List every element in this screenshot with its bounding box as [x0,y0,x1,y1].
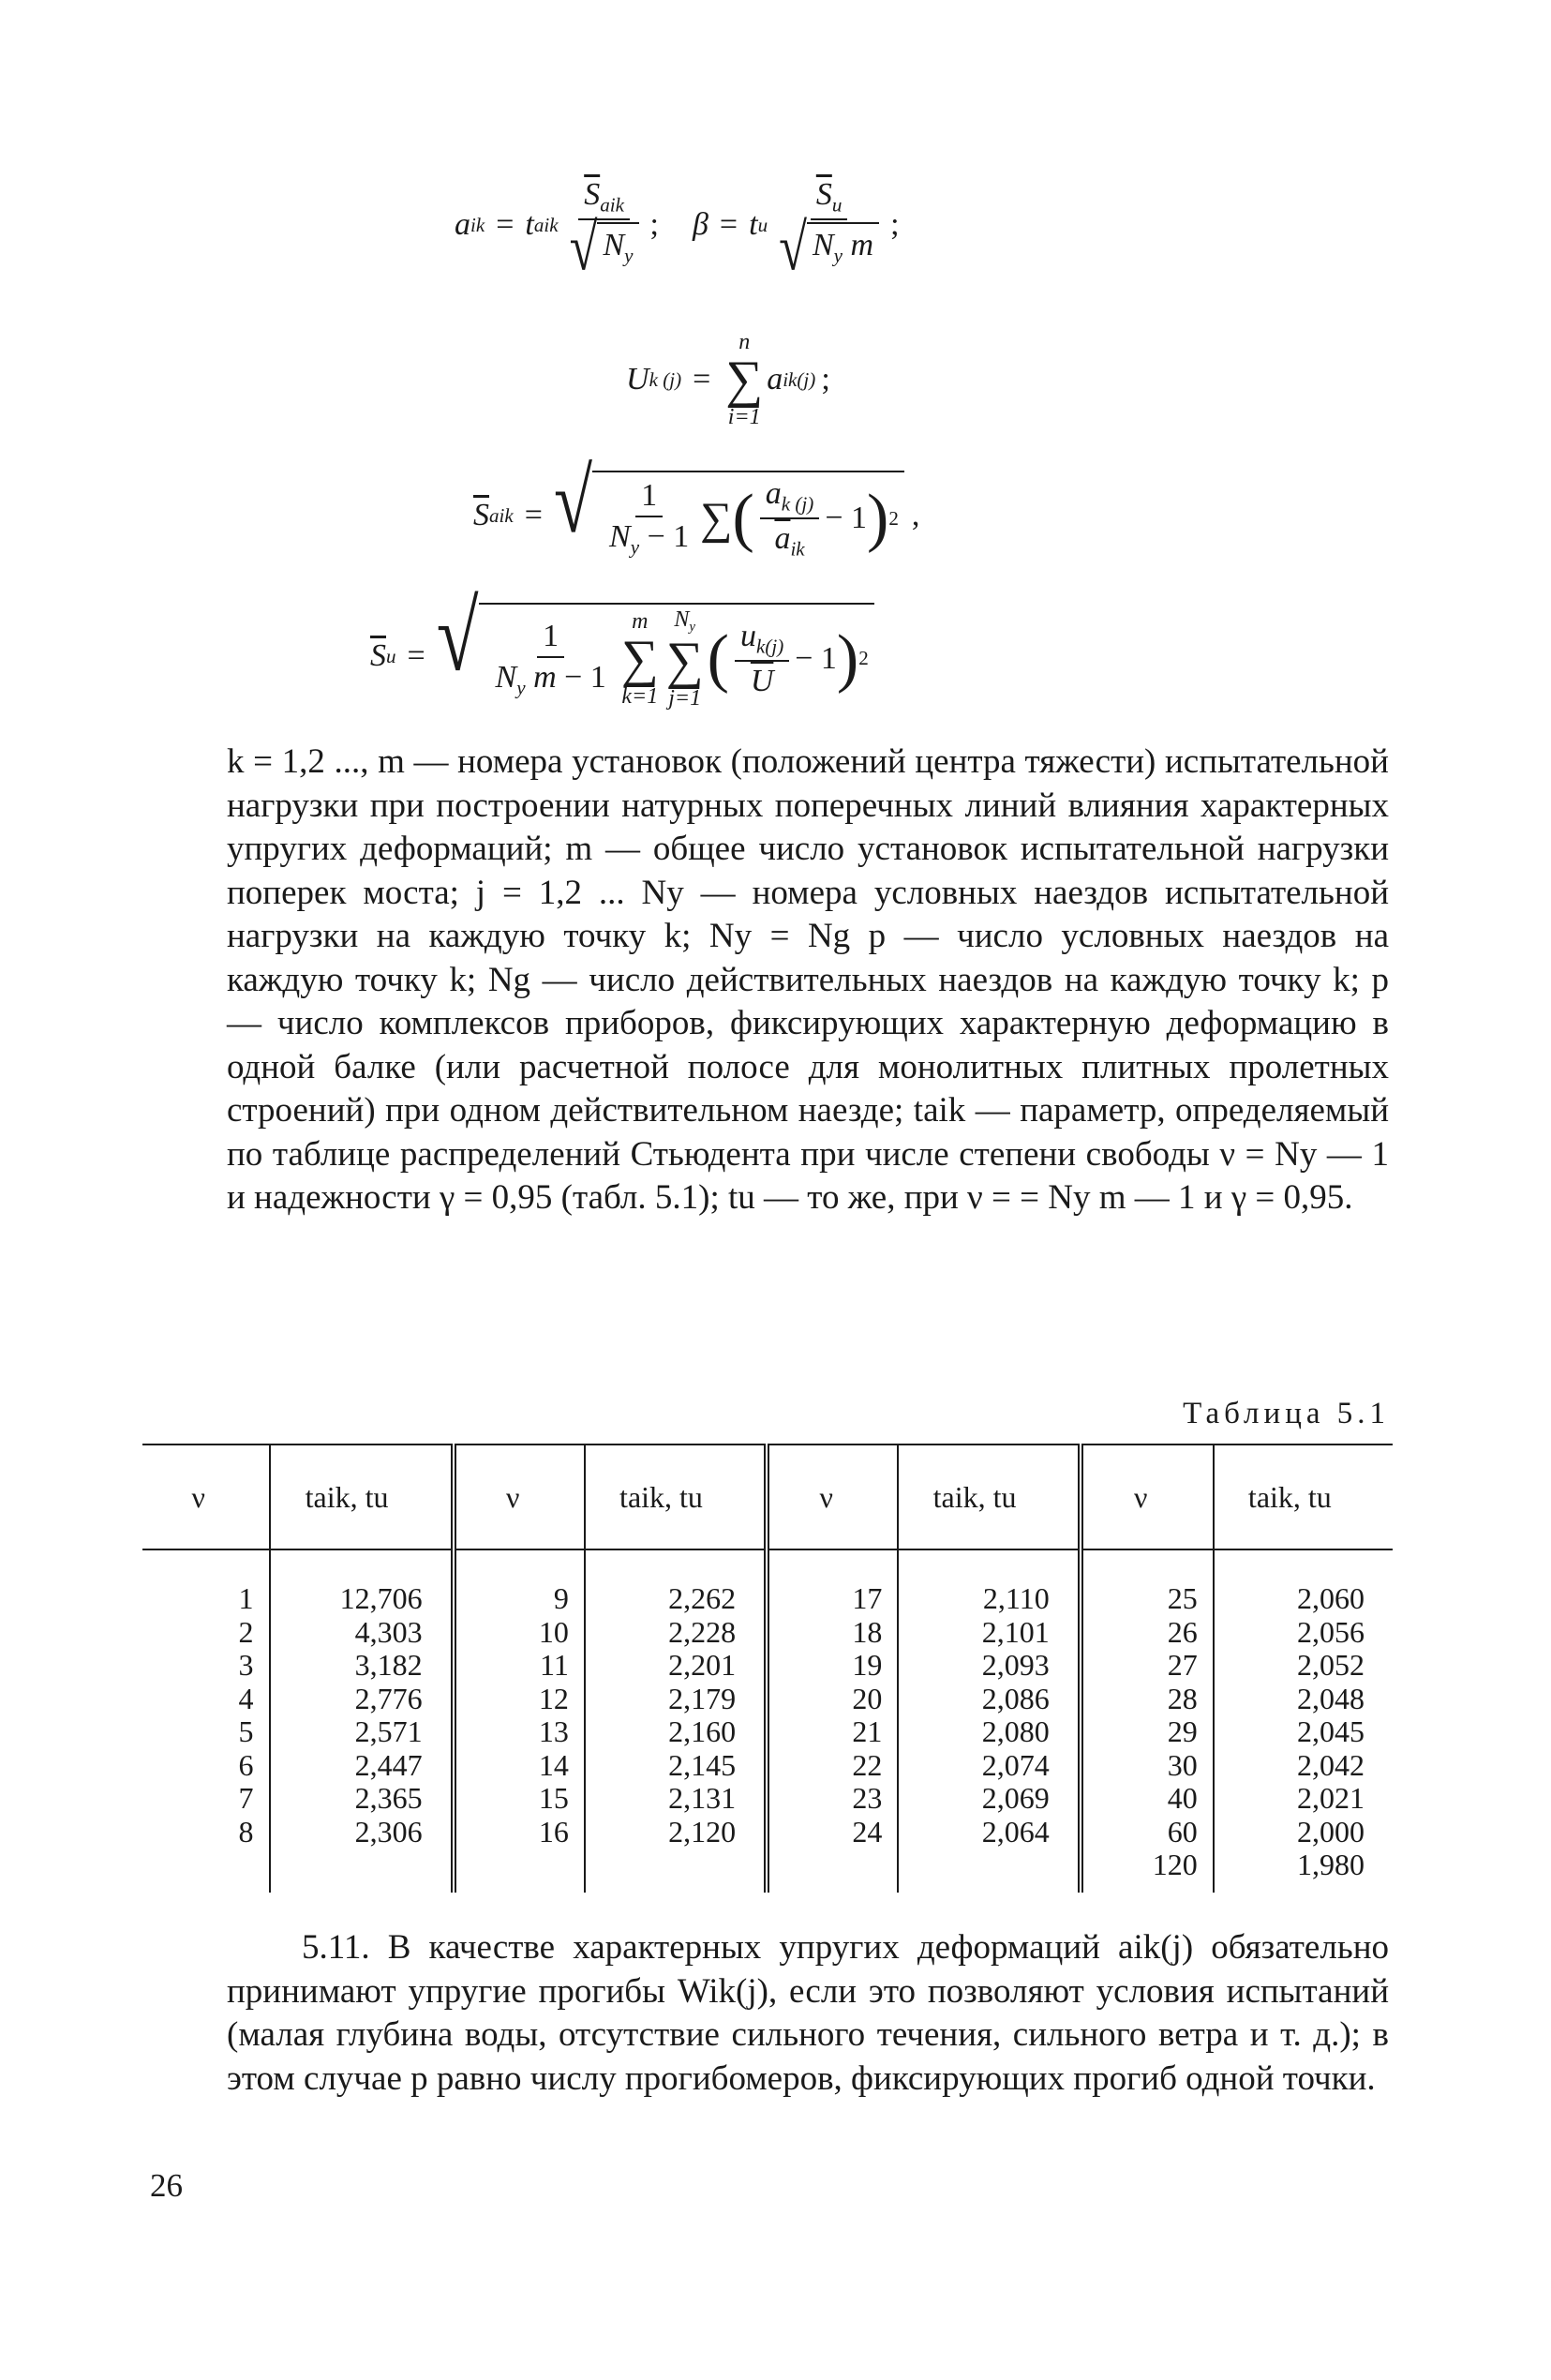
header-t-3: taik, tu [898,1444,1080,1549]
table-cell: 3 [238,1648,254,1682]
u-den: U [750,664,774,699]
table-cell: 2,086 [981,1681,1050,1715]
table-cell: 2 [238,1614,254,1649]
u-num: u [739,618,756,653]
sum-bottom: i=1 [727,405,761,429]
formula-s-u: $\overline{S}$ u = √ $\frac{1}{N_y m - 1}$ m ∑ k=1 $N_y$ ∑ j=1 ( $\frac{u_{k(j)}}{U}$ − 1 ) 2 [370,591,874,722]
symbol-t2: t [749,207,758,242]
table-cell: 2,048 [1297,1681,1365,1715]
formula-a-beta: a ik = t aik $\overline{S}_{aik}$ √ $N_y$ ; β = t u $\overline{S}_u$ √ $N_y$ m ; [455,176,900,284]
table-header-row [142,1444,1393,1549]
table-cell: 2,101 [981,1614,1050,1649]
sum-j [666,608,704,710]
table-cell: 2,571 [354,1714,423,1748]
sum-symbol: ∑ [725,351,764,409]
table-cell: 40 [1167,1781,1198,1815]
table-cell: 2,201 [668,1648,737,1682]
s-u: $\overline{S}$ [815,176,832,212]
ny-4-sub: y [516,676,526,699]
table-cell: 22 [852,1747,883,1782]
table-cell: 15 [538,1781,569,1815]
sum-k-symbol: ∑ [620,629,659,688]
table-cell: 5 [238,1714,254,1748]
a-num: a [765,475,782,511]
sub-tu: u [757,213,768,236]
m: m [850,227,874,262]
table-cell: 2,052 [1297,1648,1365,1682]
minus-one-3: − 1 [825,501,867,535]
t-column-4 [1214,1549,1393,1893]
t-column-3 [898,1549,1080,1893]
table-cell: 19 [852,1648,883,1682]
n-y-sub: y [624,244,634,267]
header-t-1: taik, tu [270,1444,454,1549]
table-cell: 11 [540,1648,569,1682]
minus-1-4: − 1 [556,659,606,695]
table-cell: 28 [1167,1681,1198,1715]
table-cell: 2,306 [354,1814,423,1849]
table-cell: 2,042 [1297,1747,1365,1782]
symbol-s-u: $\overline{S}$ [370,638,386,673]
table-cell: 2,179 [668,1681,737,1715]
header-nu-3: ν [767,1444,898,1549]
fraction-u-over-u [735,619,789,699]
table-cell: 12 [538,1681,569,1715]
section-5-11-text: 5.11. В качестве характерных упругих деформаций aik(j) обязательно принимают упругие прогибы Wik(j), если это позволяют условия испытаний (малая глубина воды, отсутствие сильного течения, сильного ветра и т. д.); в этом случае p равно числу прогибомеров, фиксирующих прогиб одной точки. [227,1928,1389,2098]
table-caption: Таблица 5.1 [1183,1397,1390,1430]
n-y-2-sub: y [833,244,843,267]
n-y: N [603,227,625,262]
table-cell: 2,120 [668,1814,737,1849]
equals: = [496,207,515,242]
table-cell: 2,110 [982,1581,1050,1615]
table-cell: 12,706 [339,1581,423,1615]
u-sub: k (j) [649,367,682,391]
table-cell: 26 [1167,1614,1198,1649]
t-column-2 [585,1549,767,1893]
table-cell: 2,262 [668,1581,737,1615]
equals-3: = [524,498,543,532]
formula-s-aik: $\overline{S}$ aik = √ $\frac{1}{N_y - 1}$ ∑ ( $\frac{a_{k (j)}}{\overline{a}_{ik}}$ − 1 ) 2 , [473,450,920,561]
end-3: , [911,498,920,532]
sub-ik: ik [470,213,485,236]
sum-j-top-sub: y [689,620,695,636]
table-cell: 10 [538,1614,569,1649]
s-aik: $\overline{S}$ [584,176,601,212]
table-cell: 27 [1167,1648,1198,1682]
one: 1 [635,478,663,517]
section-5-11-paragraph [227,1926,1389,2101]
s-u-sub-4: u [386,644,396,667]
table-cell: 9 [553,1581,569,1615]
table-cell: 21 [852,1714,883,1748]
table-cell: 8 [238,1814,254,1849]
definitions-paragraph [227,741,1389,1220]
table-cell: 16 [538,1814,569,1849]
one-4: 1 [537,619,564,658]
table-cell: 17 [852,1581,883,1615]
table-cell: 2,160 [668,1714,737,1748]
table-cell: 2,021 [1297,1781,1365,1815]
minus-one-4: − 1 [795,640,837,676]
a-den-sub: ik [790,537,805,561]
table-cell: 4,303 [354,1614,423,1649]
header-nu-1: ν [142,1444,270,1549]
table-cell: 30 [1167,1747,1198,1782]
table-cell: 2,045 [1297,1714,1365,1748]
a-den: $\overline{a}$ [774,521,791,556]
table-cell: 18 [852,1614,883,1649]
fraction-1-over-nym [490,619,612,699]
sum-symbol-3: ∑ [700,493,733,544]
sum-j-symbol: ∑ [665,632,704,691]
symbol-u: U [626,362,649,397]
s-sub: aik [489,503,514,527]
sum-top: n [738,330,751,354]
header-t-4: taik, tu [1214,1444,1393,1549]
nu-column-4 [1081,1549,1214,1893]
s-u-sub: u [831,192,843,216]
fraction-1-over-ny [604,478,694,559]
table-cell: 2,365 [354,1781,423,1815]
page-number: 26 [150,2167,183,2204]
fraction-a-over-a [760,476,820,561]
table-cell: 1 [238,1581,254,1615]
sub-taik: aik [533,213,559,236]
power-4: 2 [858,647,869,670]
table-cell: 2,069 [981,1781,1050,1815]
table-cell: 2,064 [981,1814,1050,1849]
t-column-1 [270,1549,454,1893]
sum-k-top: m [632,608,649,634]
definitions-text: k = 1,2 ..., m — номера установок (положений центра тяжести) испытательной нагрузки при построении натурных поперечных линий влияния характерных упругих деформаций; m — общее число установок испытательной нагрузки поперек моста; j = 1,2 ... Nу — номера условных наездов испытательной нагрузки на каждую точку k; Nу = Ng p — число условных наездов на каждую точку k; Ng — число действительных наездов на каждую точку k; p — число комплексов приборов, фиксирующих характерную деформацию в одной балке (или расчетной полосе для монолитных плитных пролетных строений) при одном действительном наезде; taik — параметр, определяемый по таблице распределений Стьюдента при числе степени свободы ν = Nу — 1 и надежности γ = 0,95 (табл. 5.1); tu — то же, при ν = = Nу m — 1 и γ = 0,95. [227,742,1389,1217]
table-cell: 2,228 [668,1614,737,1649]
sum-j-bottom: j=1 [668,686,702,711]
table-cell: 2,080 [981,1714,1050,1748]
table-cell: 2,074 [981,1747,1050,1782]
symbol-a-2: a [767,362,783,397]
table-cell: 20 [852,1681,883,1715]
table-cell: 2,056 [1297,1614,1365,1649]
nu-column-1 [142,1549,270,1893]
a-sub-2: ik(j) [783,367,816,391]
table-cell: 25 [1167,1581,1198,1615]
table-cell: 14 [538,1747,569,1782]
sum-k [621,610,659,708]
table-cell: 2,447 [354,1747,423,1782]
table-cell: 24 [852,1814,883,1849]
table-cell: 1,980 [1297,1848,1365,1881]
nu-column-2 [454,1549,585,1893]
student-table [142,1444,1393,1893]
table-cell: 29 [1167,1714,1198,1748]
sum-k-bottom: k=1 [621,683,659,709]
nu-column-3 [767,1549,898,1893]
formula-u [626,323,830,436]
table-cell: 2,145 [668,1747,737,1782]
minus-1: − 1 [639,518,690,554]
separator: ; [649,207,659,242]
table-cell: 13 [538,1714,569,1748]
table-cell: 4 [238,1681,254,1715]
table-cell: 2,060 [1297,1581,1365,1615]
table-cell: 2,776 [354,1681,423,1715]
symbol-s: $\overline{S}$ [473,498,489,532]
symbol-t: t [525,207,534,242]
table-cell: 2,000 [1297,1814,1365,1849]
header-t-2: taik, tu [585,1444,767,1549]
header-nu-4: ν [1081,1444,1214,1549]
u-num-sub: k(j) [755,635,784,658]
s-aik-sub: aik [600,192,624,216]
fraction-s-over-root-n: $\overline{S}_{aik}$ √ $N_y$ [564,177,645,274]
table-cell: 120 [1152,1848,1198,1881]
m-4: m [533,659,557,695]
table-cell: 23 [852,1781,883,1815]
sum-j-top: N [674,606,690,632]
table-cell: 6 [238,1747,254,1782]
header-nu-2: ν [454,1444,585,1549]
ny: N [609,518,631,554]
sum [725,331,763,428]
table-cell: 2,131 [668,1781,737,1815]
ny-4: N [495,659,517,695]
power-3: 2 [888,506,899,530]
end-2: ; [821,362,830,397]
fraction-su: $\overline{S}_u$ √ $N_y$ m [773,177,885,274]
a-num-sub: k (j) [781,492,814,515]
symbol-a: a [455,207,470,242]
table-cell: 7 [238,1781,254,1815]
ny-sub: y [630,535,640,559]
symbol-beta: β [692,207,708,242]
end-semicolon: ; [890,207,900,242]
table-cell: 2,093 [981,1648,1050,1682]
table-cell: 60 [1167,1814,1198,1849]
equals-4: = [407,638,425,673]
table-cell: 3,182 [354,1648,423,1682]
table-row [142,1549,1393,1893]
equals-2: = [693,362,711,397]
n-y-2: N [812,227,834,262]
